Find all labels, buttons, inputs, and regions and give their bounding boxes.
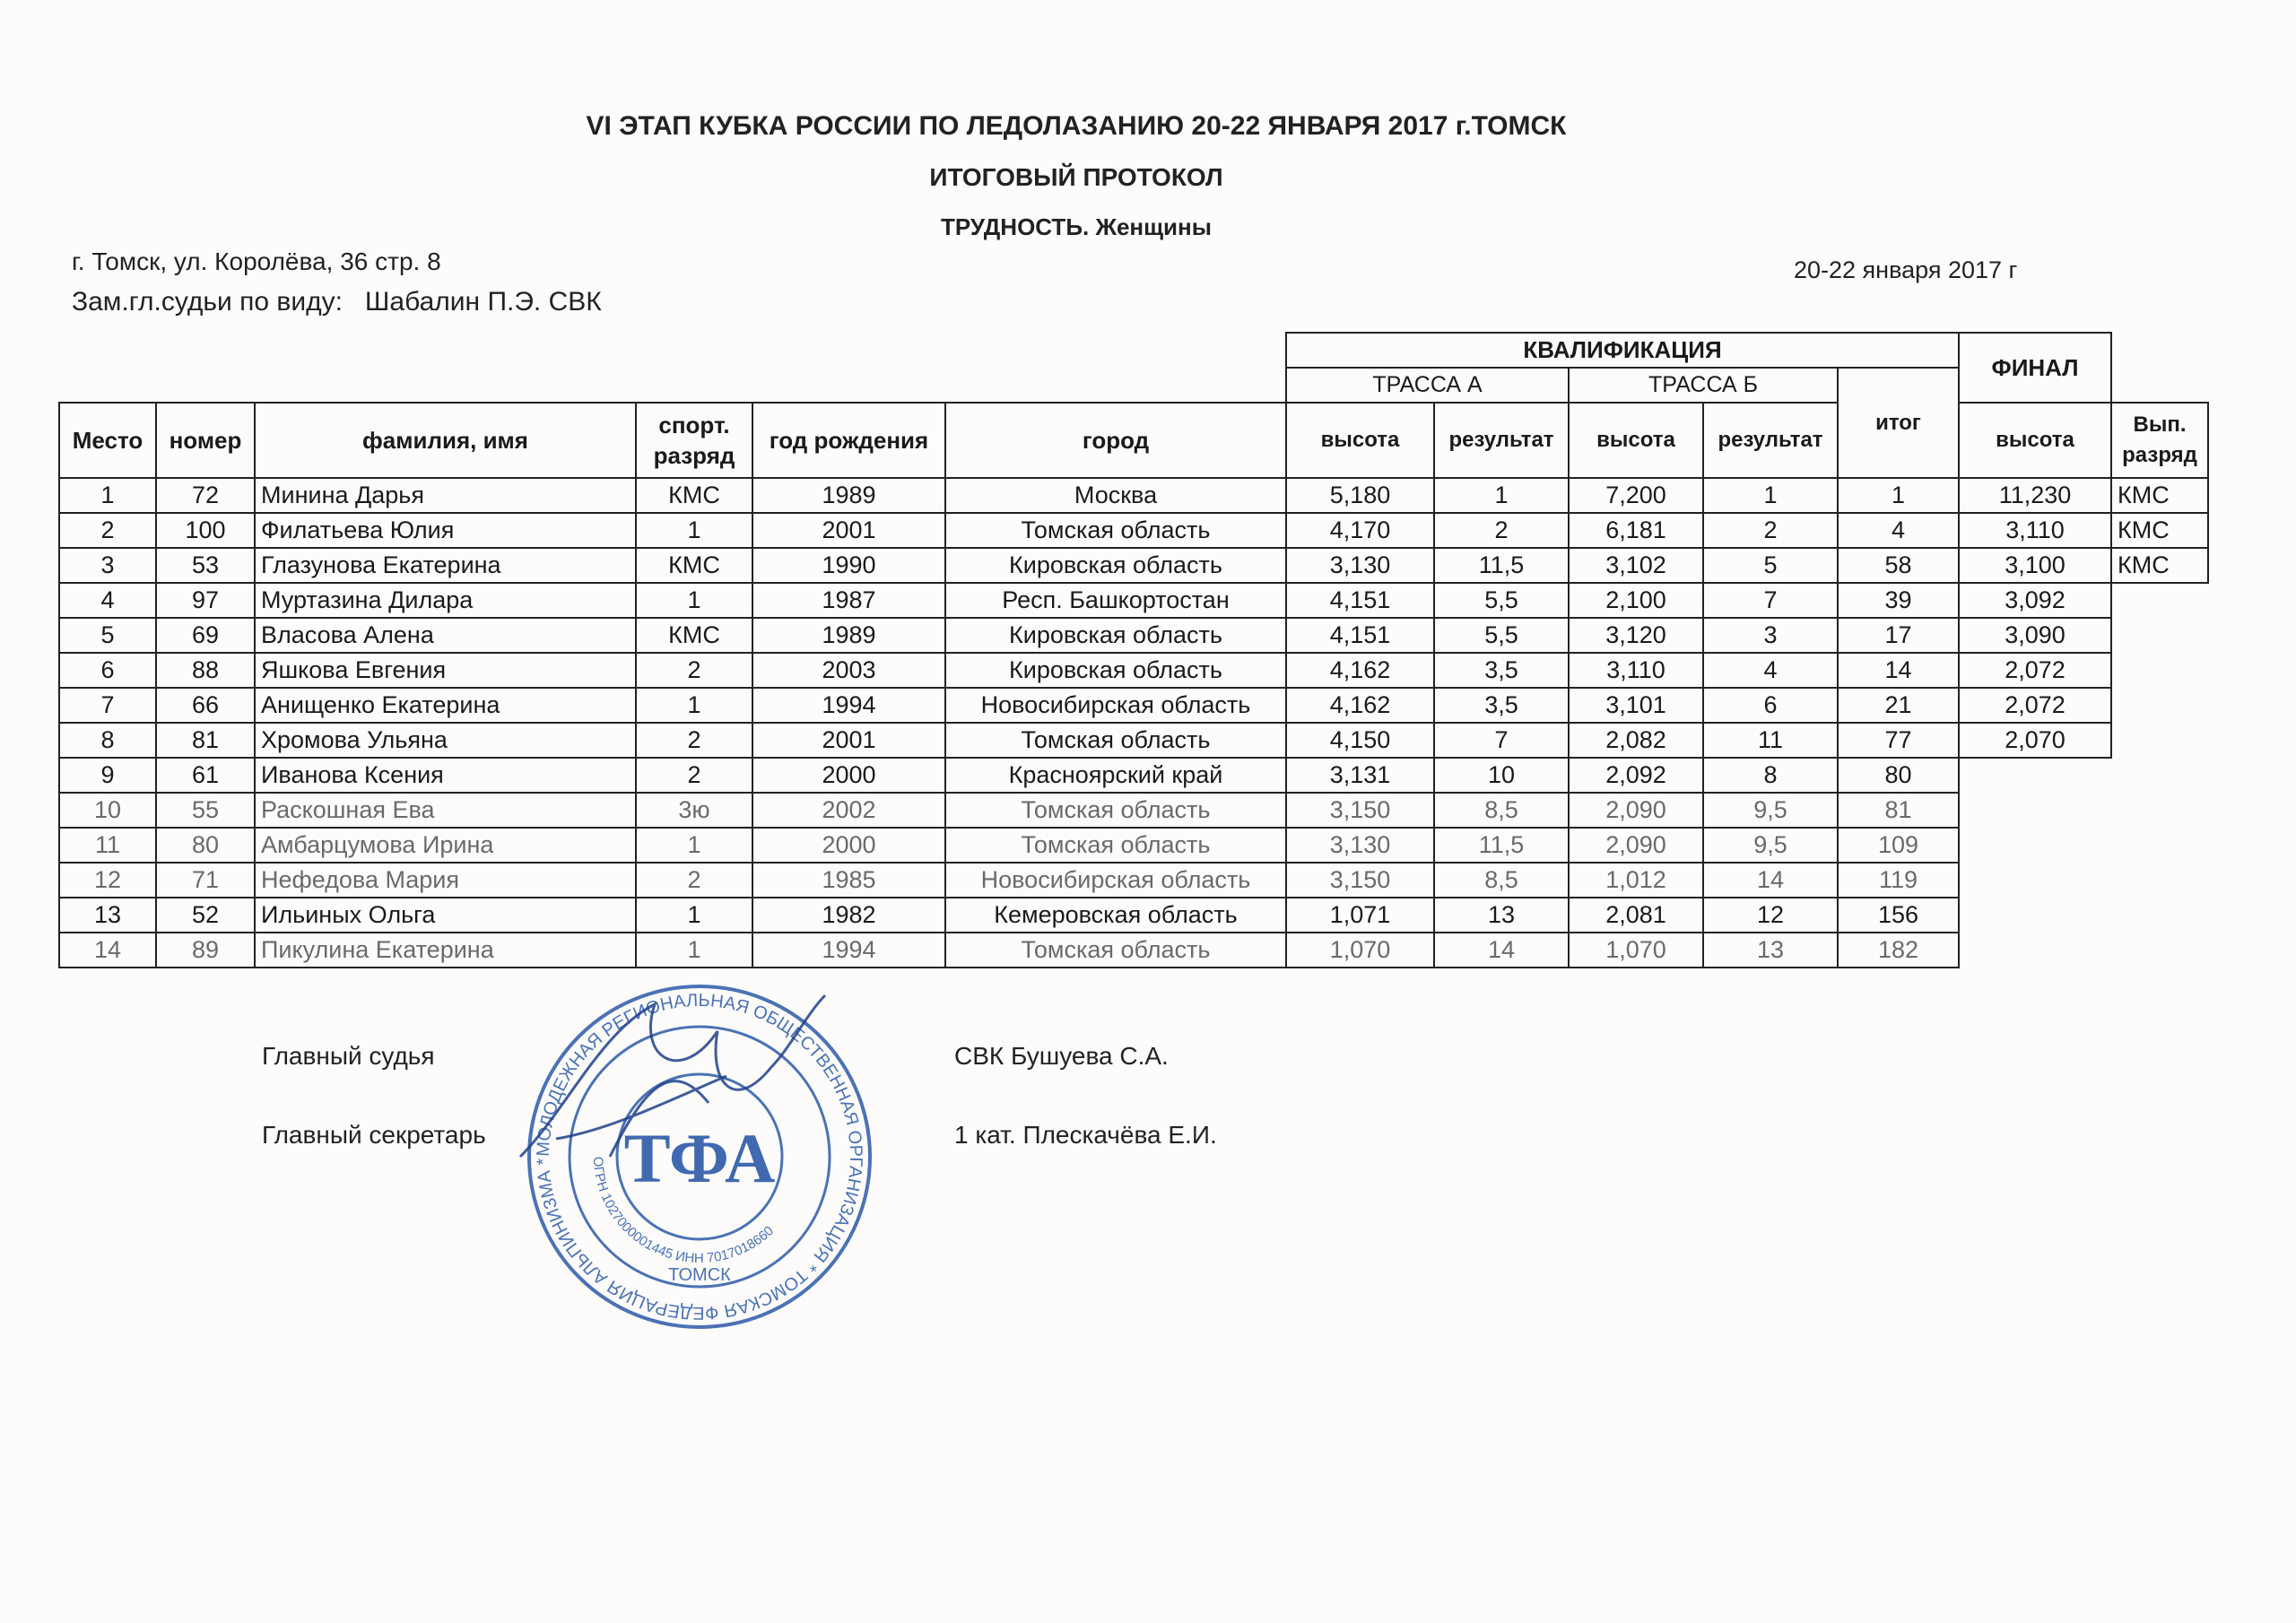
cell-final-height (1959, 898, 2111, 933)
cell-place: 14 (59, 933, 156, 968)
cell-b-result: 7 (1703, 583, 1838, 618)
birth-year-header: год рождения (752, 403, 945, 478)
cell-number: 53 (156, 548, 255, 583)
cell-grade (2111, 653, 2208, 688)
cell-b-height: 7,200 (1569, 478, 1703, 513)
cell-b-height: 3,102 (1569, 548, 1703, 583)
result-row (59, 933, 2208, 968)
route-a-height-header: высота (1286, 403, 1434, 478)
venue-address: г. Томск, ул. Королёва, 36 стр. 8 (72, 247, 441, 275)
cell-b-result: 12 (1703, 898, 1838, 933)
cell-final-height: 11,230 (1959, 478, 2111, 513)
cell-number: 80 (156, 828, 255, 863)
stamp-city-text: ТОМСК (668, 1265, 731, 1285)
cell-total: 58 (1838, 548, 1959, 583)
cell-b-height: 2,090 (1569, 828, 1703, 863)
cell-total: 39 (1838, 583, 1959, 618)
cell-b-result: 14 (1703, 863, 1838, 898)
cell-place: 10 (59, 793, 156, 828)
cell-city: Томская область (945, 513, 1286, 548)
cell-city: Кировская область (945, 653, 1286, 688)
cell-a-height: 4,151 (1286, 583, 1434, 618)
cell-final-height (1959, 933, 2111, 968)
cell-a-height: 4,162 (1286, 653, 1434, 688)
cell-rank: 2 (636, 723, 752, 758)
protocol-title: ИТОГОВЫЙ ПРОТОКОЛ (929, 163, 1223, 191)
result-row (59, 828, 2208, 863)
cell-a-result: 11,5 (1434, 828, 1569, 863)
grade-header (2111, 403, 2208, 478)
cell-name: Хромова Ульяна (255, 723, 636, 758)
cell-a-result: 7 (1434, 723, 1569, 758)
cell-birth: 1989 (752, 618, 945, 653)
cell-a-result: 11,5 (1434, 548, 1569, 583)
stamp-inner-text: ОГРН 1027000001445 ИНН 7017018660 (589, 1156, 777, 1267)
result-row (59, 583, 2208, 618)
cell-b-height: 3,120 (1569, 618, 1703, 653)
city-header: город (945, 403, 1286, 478)
chief-secretary-name: 1 кат. Плескачёва Е.И. (954, 1121, 1217, 1149)
cell-rank: КМС (636, 548, 752, 583)
cell-grade (2111, 723, 2208, 758)
cell-b-height: 2,092 (1569, 758, 1703, 793)
cell-a-height: 4,170 (1286, 513, 1434, 548)
cell-grade (2111, 933, 2208, 968)
cell-city: Новосибирская область (945, 688, 1286, 723)
cell-birth: 2002 (752, 793, 945, 828)
cell-place: 1 (59, 478, 156, 513)
final-header: ФИНАЛ (1959, 333, 2111, 403)
cell-grade (2111, 583, 2208, 618)
cell-b-height: 2,081 (1569, 898, 1703, 933)
cell-name: Яшкова Евгения (255, 653, 636, 688)
cell-birth: 1985 (752, 863, 945, 898)
cell-final-height: 2,072 (1959, 653, 2111, 688)
cell-number: 81 (156, 723, 255, 758)
cell-place: 2 (59, 513, 156, 548)
cell-b-result: 2 (1703, 513, 1838, 548)
cell-final-height: 3,092 (1959, 583, 2111, 618)
discipline-title: ТРУДНОСТЬ. Женщины (941, 213, 1212, 240)
header-row-routes (59, 368, 2208, 403)
route-b-header: ТРАССА Б (1569, 368, 1838, 403)
rank-header-line2: разряд (653, 442, 735, 469)
cell-grade (2111, 758, 2208, 793)
event-title: VI ЭТАП КУБКА РОССИИ ПО ЛЕДОЛАЗАНИЮ 20-22 ЯНВАРЯ 2017 г.ТОМСК (586, 111, 1567, 141)
cell-final-height (1959, 793, 2111, 828)
result-row (59, 548, 2208, 583)
cell-number: 89 (156, 933, 255, 968)
cell-number: 71 (156, 863, 255, 898)
result-row (59, 688, 2208, 723)
cell-b-result: 11 (1703, 723, 1838, 758)
cell-total: 17 (1838, 618, 1959, 653)
cell-grade (2111, 898, 2208, 933)
final-height-header: высота (1959, 403, 2111, 478)
deputy-judge: Зам.гл.судьи по виду: Шабалин П.Э. СВК (72, 287, 602, 317)
chief-secretary-label: Главный секретарь (262, 1121, 486, 1149)
cell-a-result: 13 (1434, 898, 1569, 933)
cell-total: 77 (1838, 723, 1959, 758)
cell-b-result: 1 (1703, 478, 1838, 513)
cell-name: Пикулина Екатерина (255, 933, 636, 968)
place-header: Место (59, 403, 156, 478)
cell-rank: 1 (636, 898, 752, 933)
route-a-result-header: результат (1434, 403, 1569, 478)
results-table (58, 332, 2209, 968)
cell-a-result: 3,5 (1434, 653, 1569, 688)
number-header: номер (156, 403, 255, 478)
result-row (59, 723, 2208, 758)
cell-place: 13 (59, 898, 156, 933)
cell-rank: 2 (636, 653, 752, 688)
cell-number: 88 (156, 653, 255, 688)
name-header: фамилия, имя (255, 403, 636, 478)
cell-number: 69 (156, 618, 255, 653)
results-body (59, 478, 2208, 968)
cell-city: Москва (945, 478, 1286, 513)
cell-a-result: 1 (1434, 478, 1569, 513)
cell-b-result: 5 (1703, 548, 1838, 583)
cell-final-height (1959, 863, 2111, 898)
cell-b-result: 9,5 (1703, 828, 1838, 863)
cell-b-height: 2,082 (1569, 723, 1703, 758)
cell-b-height: 6,181 (1569, 513, 1703, 548)
result-row (59, 758, 2208, 793)
cell-grade (2111, 828, 2208, 863)
cell-total: 4 (1838, 513, 1959, 548)
cell-number: 97 (156, 583, 255, 618)
cell-city: Томская область (945, 793, 1286, 828)
cell-birth: 2001 (752, 513, 945, 548)
cell-a-result: 5,5 (1434, 583, 1569, 618)
cell-name: Минина Дарья (255, 478, 636, 513)
cell-place: 7 (59, 688, 156, 723)
cell-rank: 1 (636, 583, 752, 618)
cell-place: 9 (59, 758, 156, 793)
cell-name: Иванова Ксения (255, 758, 636, 793)
event-date: 20-22 января 2017 г (1794, 256, 2018, 283)
cell-rank: 1 (636, 513, 752, 548)
cell-city: Томская область (945, 723, 1286, 758)
cell-a-result: 14 (1434, 933, 1569, 968)
cell-b-result: 4 (1703, 653, 1838, 688)
cell-rank: КМС (636, 618, 752, 653)
cell-city: Кировская область (945, 548, 1286, 583)
signature-scribble (502, 977, 843, 1175)
cell-city: Респ. Башкортостан (945, 583, 1286, 618)
cell-name: Власова Алена (255, 618, 636, 653)
result-row (59, 653, 2208, 688)
cell-b-height: 3,110 (1569, 653, 1703, 688)
cell-final-height: 2,070 (1959, 723, 2111, 758)
cell-a-result: 3,5 (1434, 688, 1569, 723)
cell-birth: 2001 (752, 723, 945, 758)
cell-birth: 1989 (752, 478, 945, 513)
stamp-center-text: ТФА (623, 1119, 776, 1197)
cell-city: Томская область (945, 933, 1286, 968)
stamp-ring-text: МОЛОДЕЖНАЯ РЕГИОНАЛЬНАЯ ОБЩЕСТВЕННАЯ ОРГАНИЗАЦИЯ * ТОМСКАЯ ФЕДЕРАЦИЯ АЛЬПИНИЗМА * (533, 990, 866, 1324)
cell-total: 119 (1838, 863, 1959, 898)
cell-final-height: 3,100 (1959, 548, 2111, 583)
cell-number: 100 (156, 513, 255, 548)
cell-total: 21 (1838, 688, 1959, 723)
cell-a-height: 5,180 (1286, 478, 1434, 513)
cell-b-result: 9,5 (1703, 793, 1838, 828)
header-row-groups (59, 333, 2208, 368)
cell-name: Нефедова Мария (255, 863, 636, 898)
cell-place: 3 (59, 548, 156, 583)
cell-total: 81 (1838, 793, 1959, 828)
route-a-header: ТРАССА А (1286, 368, 1569, 403)
route-b-result-header: результат (1703, 403, 1838, 478)
cell-total: 182 (1838, 933, 1959, 968)
cell-a-height: 4,151 (1286, 618, 1434, 653)
cell-final-height: 3,110 (1959, 513, 2111, 548)
cell-grade: КМС (2111, 548, 2208, 583)
cell-total: 80 (1838, 758, 1959, 793)
cell-grade (2111, 863, 2208, 898)
cell-a-height: 4,162 (1286, 688, 1434, 723)
cell-b-result: 8 (1703, 758, 1838, 793)
cell-number: 72 (156, 478, 255, 513)
cell-name: Ильиных Ольга (255, 898, 636, 933)
cell-birth: 2000 (752, 828, 945, 863)
cell-a-result: 2 (1434, 513, 1569, 548)
cell-birth: 2003 (752, 653, 945, 688)
cell-rank: 1 (636, 688, 752, 723)
cell-a-result: 8,5 (1434, 793, 1569, 828)
cell-name: Анищенко Екатерина (255, 688, 636, 723)
cell-grade (2111, 618, 2208, 653)
cell-city: Томская область (945, 828, 1286, 863)
cell-a-height: 1,070 (1286, 933, 1434, 968)
cell-b-result: 3 (1703, 618, 1838, 653)
cell-birth: 2000 (752, 758, 945, 793)
cell-final-height: 2,072 (1959, 688, 2111, 723)
cell-rank: КМС (636, 478, 752, 513)
cell-birth: 1990 (752, 548, 945, 583)
cell-city: Новосибирская область (945, 863, 1286, 898)
cell-b-result: 13 (1703, 933, 1838, 968)
chief-judge-name: СВК Бушуева С.А. (954, 1042, 1169, 1070)
cell-name: Раскошная Ева (255, 793, 636, 828)
route-b-height-header: высота (1569, 403, 1703, 478)
cell-total: 1 (1838, 478, 1959, 513)
cell-rank: 2 (636, 863, 752, 898)
cell-place: 8 (59, 723, 156, 758)
cell-rank: 3ю (636, 793, 752, 828)
cell-a-height: 1,071 (1286, 898, 1434, 933)
cell-a-result: 5,5 (1434, 618, 1569, 653)
cell-b-height: 2,090 (1569, 793, 1703, 828)
result-row (59, 618, 2208, 653)
cell-a-height: 3,150 (1286, 793, 1434, 828)
total-header: итог (1838, 368, 1959, 478)
result-row (59, 478, 2208, 513)
cell-name: Филатьева Юлия (255, 513, 636, 548)
cell-rank: 1 (636, 933, 752, 968)
cell-a-height: 3,150 (1286, 863, 1434, 898)
cell-a-result: 8,5 (1434, 863, 1569, 898)
cell-name: Глазунова Екатерина (255, 548, 636, 583)
cell-final-height: 3,090 (1959, 618, 2111, 653)
cell-rank: 1 (636, 828, 752, 863)
cell-city: Красноярский край (945, 758, 1286, 793)
cell-grade: КМС (2111, 513, 2208, 548)
cell-number: 52 (156, 898, 255, 933)
cell-place: 11 (59, 828, 156, 863)
cell-city: Кировская область (945, 618, 1286, 653)
cell-a-height: 3,130 (1286, 828, 1434, 863)
cell-b-result: 6 (1703, 688, 1838, 723)
cell-birth: 1994 (752, 933, 945, 968)
rank-header (636, 403, 752, 478)
cell-total: 109 (1838, 828, 1959, 863)
cell-name: Амбарцумова Ирина (255, 828, 636, 863)
result-row (59, 513, 2208, 548)
cell-birth: 1994 (752, 688, 945, 723)
cell-total: 156 (1838, 898, 1959, 933)
cell-total: 14 (1838, 653, 1959, 688)
result-row (59, 863, 2208, 898)
cell-place: 5 (59, 618, 156, 653)
cell-a-height: 3,131 (1286, 758, 1434, 793)
cell-birth: 1982 (752, 898, 945, 933)
cell-grade (2111, 688, 2208, 723)
cell-birth: 1987 (752, 583, 945, 618)
cell-number: 66 (156, 688, 255, 723)
cell-b-height: 2,100 (1569, 583, 1703, 618)
chief-judge-label: Главный судья (262, 1042, 435, 1070)
cell-city: Кемеровская область (945, 898, 1286, 933)
cell-a-result: 10 (1434, 758, 1569, 793)
result-row (59, 898, 2208, 933)
cell-place: 4 (59, 583, 156, 618)
cell-a-height: 3,130 (1286, 548, 1434, 583)
cell-rank: 2 (636, 758, 752, 793)
cell-name: Муртазина Дилара (255, 583, 636, 618)
grade-header-line2: разряд (2122, 443, 2197, 467)
cell-b-height: 1,070 (1569, 933, 1703, 968)
cell-b-height: 1,012 (1569, 863, 1703, 898)
cell-a-height: 4,150 (1286, 723, 1434, 758)
cell-grade: КМС (2111, 478, 2208, 513)
cell-grade (2111, 793, 2208, 828)
cell-b-height: 3,101 (1569, 688, 1703, 723)
result-row (59, 793, 2208, 828)
cell-place: 12 (59, 863, 156, 898)
cell-final-height (1959, 758, 2111, 793)
rank-header-line1: спорт. (658, 412, 730, 438)
grade-header-line1: Вып. (2133, 412, 2187, 437)
qualification-header: КВАЛИФИКАЦИЯ (1286, 333, 1959, 368)
cell-number: 55 (156, 793, 255, 828)
cell-place: 6 (59, 653, 156, 688)
cell-final-height (1959, 828, 2111, 863)
cell-number: 61 (156, 758, 255, 793)
